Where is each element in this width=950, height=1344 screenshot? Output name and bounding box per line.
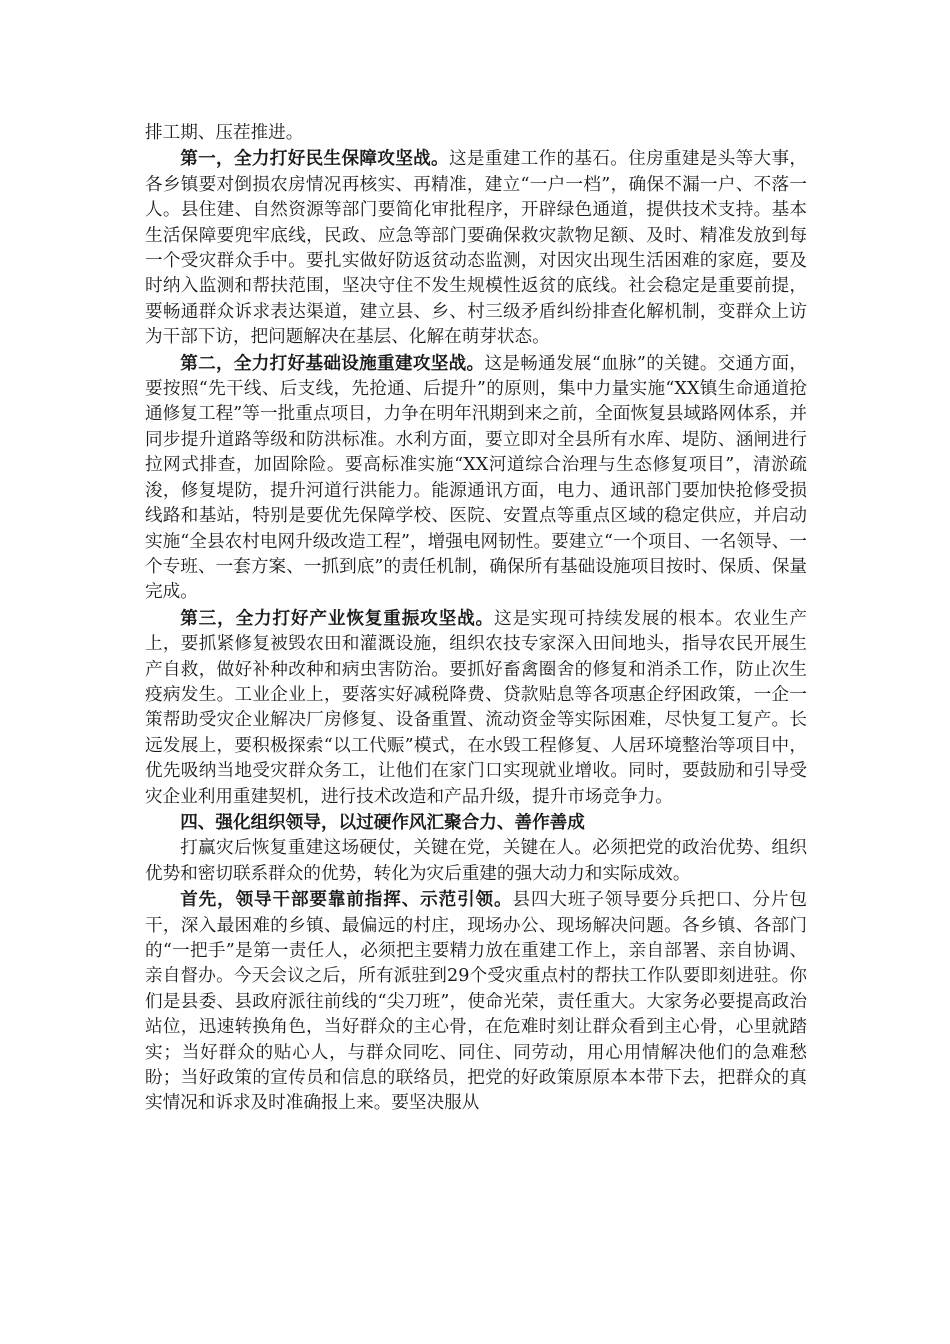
paragraph-industry xyxy=(145,606,807,810)
paragraph-lead: 第三，全力打好产业恢复重振攻坚战。 xyxy=(180,607,495,629)
paragraph-text: 县四大班子领导要分兵把口、分片包干，深入最困难的乡镇、最偏远的村庄，现场办公、现场解决问题。各乡镇、各部门的“一把手”是第一责任人，必须把主要精力放在重建工作上，亲自部署、亲自协调、亲自督办。今天会议之后，所有派驻到29个受灾重点村的帮扶工作队要即刻进驻。你们是县委、县政府派往前线的“尖刀班”，使命光荣，责任重大。大家务必要提高政治站位，迅速转换角色，当好群众的主心骨，在危难时刻让群众看到主心骨，心里就踏实；当好群众的贴心人，与群众同吃、同住、同劳动，用心用情解决他们的急难愁盼；当好政策的宣传员和信息的联络员，把党的好政策原原本本带下去，把群众的真实情况和诉求及时准确报上来。要坚决服从 xyxy=(145,890,807,1114)
section-heading xyxy=(145,810,807,836)
paragraph-livelihood xyxy=(145,146,807,350)
paragraph-lead: 首先，领导干部要靠前指挥、示范引领。 xyxy=(180,889,513,911)
paragraph-text: 打赢灾后恢复重建这场硬仗，关键在党，关键在人。必须把党的政治优势、组织优势和密切联系群众的优势，转化为灾后重建的强大动力和实际成效。 xyxy=(145,838,807,884)
paragraph-text: 这是实现可持续发展的根本。农业生产上，要抓紧修复被毁农田和灌溉设施，组织农技专家深入田间地头，指导农民开展生产自救，做好补种改种和病虫害防治。要抓好畜禽圈舍的修复和消杀工作，防止次生疫病发生。工业企业上，要落实好减税降费、贷款贴息等各项惠企纾困政策，一企一策帮助受灾企业解决厂房修复、设备重置、流动资金等实际困难，尽快复工复产。长远发展上，要积极探索“以工代赈”模式，在水毁工程修复、人居环境整治等项目中，优先吸纳当地受灾群众务工，让他们在家门口实现就业增收。同时，要鼓励和引导受灾企业利用重建契机，进行技术改造和产品升级，提升市场竞争力。 xyxy=(145,608,807,807)
paragraph-continuation xyxy=(145,121,807,146)
paragraph-leadership xyxy=(145,887,807,1117)
section-heading-text: 四、强化组织领导，以过硬作风汇聚合力、善作善成 xyxy=(180,811,585,833)
paragraph-text: 排工期、压茬推进。 xyxy=(145,123,304,143)
paragraph-lead: 第一，全力打好民生保障攻坚战。 xyxy=(180,148,449,170)
paragraph-text: 这是畅通发展“血脉”的关键。交通方面，要按照“先干线、后支线，先抢通、后提升”的原则，集中力量实施“XX镇生命通道抢通修复工程”等一批重点项目，力争在明年汛期到来之前，全面恢复县域路网体系，并同步提升道路等级和防洪标准。水利方面，要立即对全县所有水库、堤防、涵闸进行拉网式排查，加固除险。要高标准实施“XX河道综合治理与生态修复项目”，清淤疏浚，修复堤防，提升河道行洪能力。能源通讯方面，电力、通讯部门要加快抢修受损线路和基站，特别是要优先保障学校、医院、安置点等重点区域的稳定供应，并启动实施“全县农村电网升级改造工程”，增强电网韧性。要建立“一个项目、一名领导、一个专班、一套方案、一抓到底”的责任机制，确保所有基础设施项目按时、保质、保量完成。 xyxy=(145,353,807,603)
document-page xyxy=(145,121,807,1117)
paragraph-intro xyxy=(145,836,807,887)
paragraph-text: 这是重建工作的基石。住房重建是头等大事，各乡镇要对倒损农房情况再核实、再精准，建立“一户一档”，确保不漏一户、不落一人。县住建、自然资源等部门要简化审批程序，开辟绿色通道，提供技术支持。基本生活保障要兜牢底线，民政、应急等部门要确保救灾款物足额、及时、精准发放到每一个受灾群众手中。要扎实做好防返贫动态监测，对因灾出现生活困难的家庭，要及时纳入监测和帮扶范围，坚决守住不发生规模性返贫的底线。社会稳定是重要前提，要畅通群众诉求表达渠道，建立县、乡、村三级矛盾纠纷排查化解机制，变群众上访为干部下访，把问题解决在基层、化解在萌芽状态。 xyxy=(145,149,807,348)
paragraph-infrastructure xyxy=(145,351,807,606)
paragraph-lead: 第二，全力打好基础设施重建攻坚战。 xyxy=(180,352,485,374)
